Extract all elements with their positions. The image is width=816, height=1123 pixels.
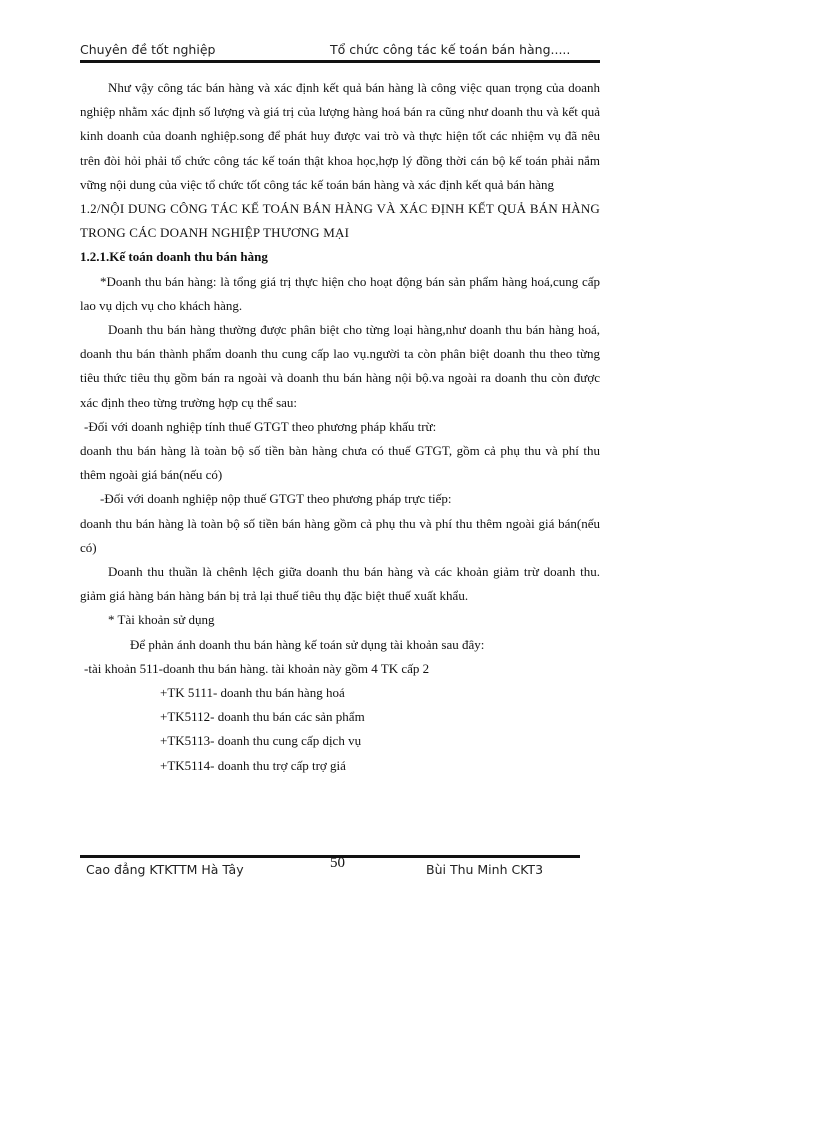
header-left: Chuyên đề tốt nghiệp (80, 42, 216, 57)
footer-left: Cao đẳng KTKTTM Hà Tây (86, 862, 244, 877)
page-number: 50 (330, 855, 345, 871)
subsection-heading (80, 245, 600, 269)
paragraph-direct-detail: doanh thu bán hàng là toàn bộ số tiền bán hàng gồm cả phụ thu và phí thu thêm ngoài giá bán(nếu có) (80, 515, 600, 555)
paragraph-accounts-used: * Tài khoản sử dụng (108, 612, 215, 628)
account-item: +TK5113- doanh thu cung cấp dịch vụ (160, 733, 362, 749)
paragraph-definition: *Doanh thu bán hàng: là tổng giá trị thực hiện cho hoạt động bán sản phẩm hàng hoá,cung cấp lao vụ dịch vụ cho khách hàng. (80, 273, 600, 313)
document-body (80, 76, 600, 778)
footer-right: Bùi Thu Minh CKT3 (426, 862, 544, 877)
paragraph-revenue-types: Doanh thu bán hàng thường được phân biệt cho từng loại hàng,như doanh thu bán hàng hoá, doanh thu bán thành phẩm doanh thu cung cấp lao vụ.người ta còn phân biệt doanh thu theo từng tiêu thức tiêu thụ gồm bán ra ngoài và doanh thu bán hàng nội bộ.va ngoài ra doanh thu còn được xác định theo từng trường hợp cụ thể sau: (80, 322, 600, 410)
paragraph-accounts-intro: Để phản ánh doanh thu bán hàng kế toán sử dụng tài khoản sau đây: (130, 636, 485, 652)
account-item: +TK 5111- doanh thu bán hàng hoá (160, 685, 345, 701)
subsection-number: 1.2.1 (80, 249, 106, 265)
header-rule (80, 60, 600, 63)
paragraph-deduction-detail: doanh thu bán hàng là toàn bộ số tiền bàn hàng chưa có thuế GTGT, gồm cả phụ thu và phí thu thêm ngoài giá bán(nếu có) (80, 443, 600, 483)
account-item: +TK5112- doanh thu bán các sản phẩm (160, 709, 365, 725)
paragraph-net-revenue: Doanh thu thuần là chênh lệch giữa doanh thu bán hàng và các khoản giảm trừ doanh thu. giảm giá hàng bán hàng bán bị trả lại thuế tiêu thụ đặc biệt thuế xuất khẩu. (80, 564, 600, 604)
paragraph-direct-method: -Đối với doanh nghiệp nộp thuế GTGT theo phương pháp trực tiếp: (100, 491, 452, 507)
section-heading: 1.2/NỘI DUNG CÔNG TÁC KẾ TOÁN BÁN HÀNG VÀ XÁC ĐỊNH KẾT QUẢ BÁN HÀNG TRONG CÁC DOANH NGHIỆP THƯƠNG MẠI (80, 201, 600, 241)
paragraph-intro: Như vậy công tác bán hàng và xác định kết quả bán hàng là công việc quan trọng của doanh nghiệp nhằm xác định số lượng và giá trị của lượng hàng hoá bán ra cũng như doanh thu và kết quả kinh doanh của doanh nghiệp.song để phát huy được vai trò và thực hiện tốt các nhiệm vụ đã nêu trên đòi hỏi phải tổ chức công tác kế toán thật khoa học,hợp lý đồng thời cán bộ kế toán phải nắm vững nội dung của việc tổ chức tốt công tác kế toán bán hàng và xác định kết quả bán hàng (80, 80, 600, 192)
account-item: +TK5114- doanh thu trợ cấp trợ giá (160, 757, 346, 773)
subsection-title: .Kế toán doanh thu bán hàng (106, 249, 268, 265)
paragraph-account-511: -tài khoản 511-doanh thu bán hàng. tài khoản này gồm 4 TK cấp 2 (84, 660, 430, 676)
paragraph-deduction-method: -Đối với doanh nghiệp tính thuế GTGT theo phương pháp khấu trừ: (84, 418, 437, 434)
header-right: Tổ chức công tác kế toán bán hàng..... (330, 42, 571, 57)
